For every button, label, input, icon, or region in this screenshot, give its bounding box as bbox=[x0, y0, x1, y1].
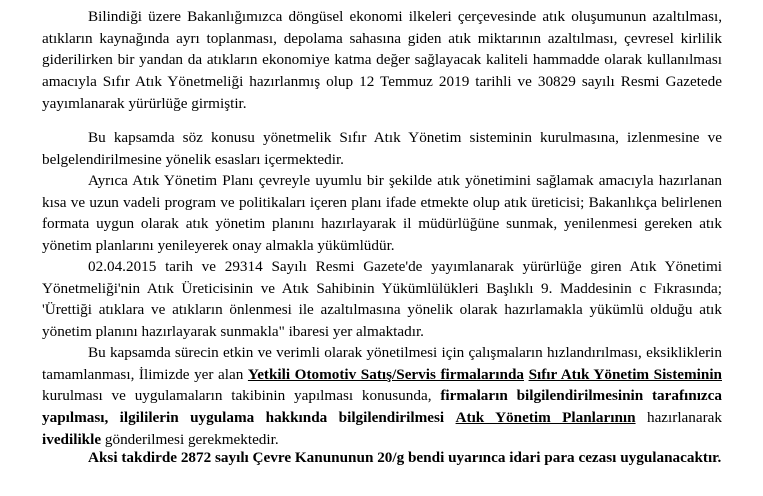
request-text-1: Bu kapsamda sürecin etkin ve verimli olarak yönetilmesi için çalışmaların hızlandırılması, eksikliklerin tamamlanması, İlimizde yer alan bbox=[42, 344, 722, 383]
request-zero-waste-system: Sıfır Atık Yönetim Sisteminin bbox=[528, 365, 722, 383]
request-text-space-2 bbox=[444, 409, 455, 426]
paragraph-regulation-scope: Bu kapsamda söz konusu yönetmelik Sıfır Atık Yönetim sisteminin kurulmasına, izlenmesine ve belgelendirilmesine yönelik esasları içermektedir. bbox=[42, 129, 722, 168]
paragraph-waste-management-plan: Ayrıca Atık Yönetim Planı çevreyle uyumlu bir şekilde atık yönetimini sağlamak amacıyla hazırlanan kısa ve uzun vadeli program ve politikaları içeren planı ifade etmekte olup atık üreticisi; Bakanlıkça belirlenen formata uygun olarak atık yönetim planını hazırlayarak il müdürlüğüne sunmak, yenilenmesi gereken atık yönetim planlarını yenileyerek onay almakla yükümlüdür. bbox=[42, 172, 722, 255]
request-waste-plans: Atık Yönetim Planlarının bbox=[455, 409, 636, 427]
request-text-4: gönderilmesi gerekmektedir. bbox=[101, 430, 279, 448]
request-automotive-firms: Yetkili Otomotiv Satış/Servis firmalarında bbox=[247, 365, 524, 383]
request-inform-firms: firmaların bilgilendirilmesinin tarafınızca yapılması, ilgililerin uygulama hakkında bilgilendirilmesi bbox=[42, 387, 723, 427]
request-text-3: hazırlanarak bbox=[635, 409, 723, 427]
paragraph-zero-waste-regulation: Bilindiği üzere Bakanlığımızca döngüsel ekonomi ilkeleri çerçevesinde atık oluşumunun azaltılması, atıkların kaynağında ayrı toplanması, depolama sahasına giden atık miktarının azaltılması, çevresel kirlilik giderilirken bir yandan da atıkların ekonomiye katma değer sağlayacak kaliteli hammadde olarak kullanılması amacıyla Sıfır Atık Yönetmeliği hazırlanmış olup 12 Temmuz 2019 tarihli ve 30829 sayılı Resmi Gazetede yayımlanarak yürürlüğe girmiştir. bbox=[42, 8, 722, 112]
request-urgently: ivedilikle bbox=[42, 430, 102, 448]
paragraph-official-gazette: 02.04.2015 tarih ve 29314 Sayılı Resmi Gazete'de yayımlanarak yürürlüğe giren Atık Yönetimi Yönetmeliği'nin Atık Üreticisinin ve Atık Sahibinin Yükümlülükleri Başlıklı 9. Maddesinin c Fıkrasında; 'Ürettiği atıklara ve atıkların önlenmesi ile azaltılmasına yönelik olarak hazırlamakla yükümlü olduğu atık yönetim planını hazırlayarak sunmakla" ibaresi yer almaktadır. bbox=[42, 258, 722, 341]
paragraph-penalty-warning: Aksi takdirde 2872 sayılı Çevre Kanununun 20/g bendi uyarınca idari para cezası uygulanacaktır. bbox=[88, 449, 722, 466]
paragraph-request bbox=[42, 342, 722, 451]
request-text-2: kurulması ve uygulamaların takibinin yapılması konusunda, bbox=[42, 387, 441, 405]
